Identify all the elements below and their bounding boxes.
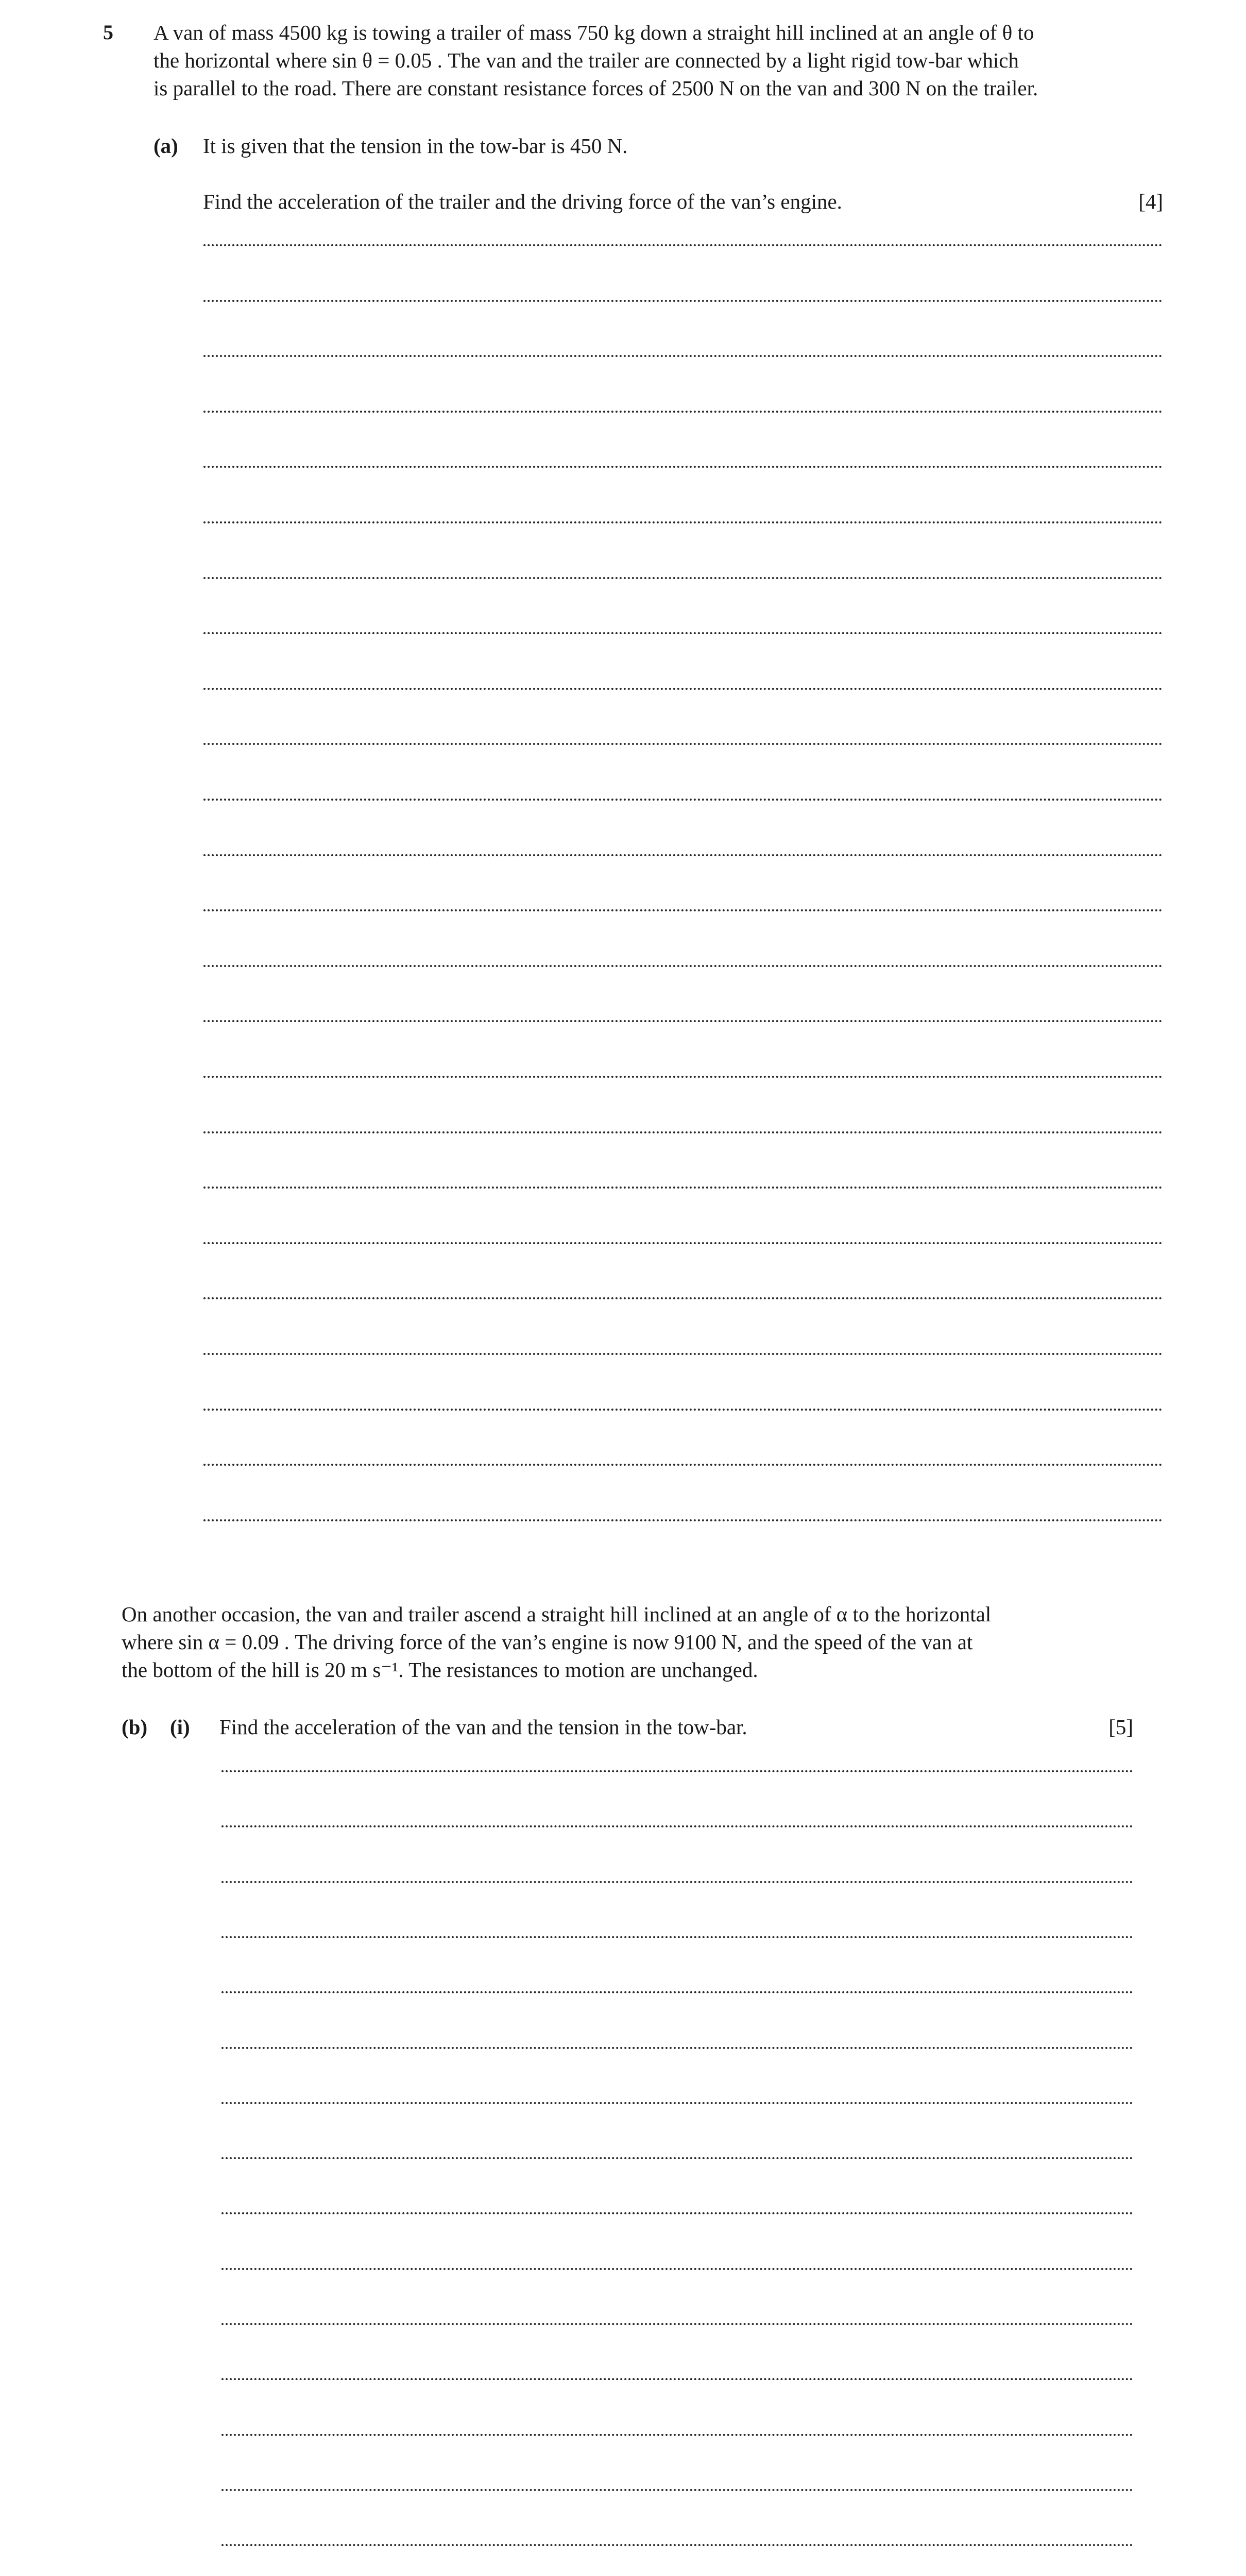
part-a-answer-line[interactable] (203, 1353, 1163, 1355)
part-b-label: (b) (122, 1715, 148, 1739)
intro-line-3: is parallel to the road. There are constant resistance forces of 2500 N on the van and 300 N on the trailer. (153, 76, 1038, 100)
part-a-answer-line[interactable] (203, 1242, 1163, 1244)
part-a-answer-line[interactable] (203, 355, 1163, 357)
intro-line-2: the horizontal where sin θ = 0.05 . The van and the trailer are connected by a light rigid tow-bar which (153, 48, 1019, 72)
part-a-answer-area[interactable] (203, 244, 1163, 1553)
part-a-answer-line[interactable] (203, 799, 1163, 801)
part-b-i-answer-line[interactable] (221, 2102, 1133, 2104)
part-a-answer-line[interactable] (203, 466, 1163, 468)
part-a-answer-line[interactable] (203, 688, 1163, 690)
part-b-i-answer-area[interactable] (221, 1770, 1133, 2574)
part-a-given: It is given that the tension in the tow-bar is 450 N. (203, 134, 628, 158)
part-a-answer-line[interactable] (203, 1519, 1163, 1521)
part-a-answer-line[interactable] (203, 1409, 1163, 1411)
part-a-answer-line[interactable] (203, 1131, 1163, 1133)
part-a-prompt: Find the acceleration of the trailer and the driving force of the van’s engine. (203, 190, 842, 213)
part-a-answer-line[interactable] (203, 244, 1163, 246)
part-a-answer-line[interactable] (203, 854, 1163, 856)
part-a-answer-line[interactable] (203, 965, 1163, 967)
part-a-answer-line[interactable] (203, 411, 1163, 413)
part-b-i-answer-line[interactable] (221, 2434, 1133, 2436)
part-b-i-answer-line[interactable] (221, 1770, 1133, 1772)
part-a-answer-line[interactable] (203, 1464, 1163, 1466)
part-a-answer-line[interactable] (203, 300, 1163, 302)
question-intro (153, 19, 1160, 102)
part-b-i-answer-line[interactable] (221, 2489, 1133, 2491)
part-a-answer-line[interactable] (203, 1297, 1163, 1299)
part-a-marks: [4] (1138, 190, 1163, 213)
context-paragraph (122, 1600, 1136, 1684)
part-b-i-answer-line[interactable] (221, 1936, 1133, 1938)
context-line-1: On another occasion, the van and trailer ascend a straight hill inclined at an angle of α to the horizontal (122, 1602, 992, 1626)
part-b-i-marks: [5] (1108, 1715, 1133, 1739)
intro-line-1: A van of mass 4500 kg is towing a trailer of mass 750 kg down a straight hill inclined at an angle of θ to (153, 21, 1034, 44)
part-a-answer-line[interactable] (203, 632, 1163, 634)
part-a-answer-line[interactable] (203, 521, 1163, 523)
part-a-answer-line[interactable] (203, 909, 1163, 911)
part-a-answer-line[interactable] (203, 743, 1163, 745)
part-b-i-prompt: Find the acceleration of the van and the tension in the tow-bar. (219, 1715, 747, 1739)
part-a-answer-line[interactable] (203, 1020, 1163, 1022)
part-b-i-label: (i) (170, 1715, 190, 1739)
part-b-i-answer-line[interactable] (221, 2544, 1133, 2546)
part-b-i-answer-line[interactable] (221, 2378, 1133, 2380)
part-a-answer-line[interactable] (203, 1076, 1163, 1078)
part-b-i-answer-line[interactable] (221, 1881, 1133, 1883)
part-a-answer-line[interactable] (203, 1187, 1163, 1189)
part-b-i-answer-line[interactable] (221, 2212, 1133, 2214)
part-b-i-answer-line[interactable] (221, 2268, 1133, 2270)
part-b-i-answer-line[interactable] (221, 2047, 1133, 2049)
part-b-i-answer-line[interactable] (221, 2323, 1133, 2325)
part-a-label: (a) (153, 134, 178, 158)
part-a-answer-line[interactable] (203, 577, 1163, 579)
context-line-3: the bottom of the hill is 20 m s⁻¹. The resistances to motion are unchanged. (122, 1658, 758, 1682)
part-b-i-answer-line[interactable] (221, 1825, 1133, 1827)
part-b-i-answer-line[interactable] (221, 2157, 1133, 2159)
context-line-2: where sin α = 0.09 . The driving force of the van’s engine is now 9100 N, and the speed of the van at (122, 1630, 973, 1654)
question-number: 5 (103, 21, 113, 44)
part-b-i-answer-line[interactable] (221, 1991, 1133, 1993)
